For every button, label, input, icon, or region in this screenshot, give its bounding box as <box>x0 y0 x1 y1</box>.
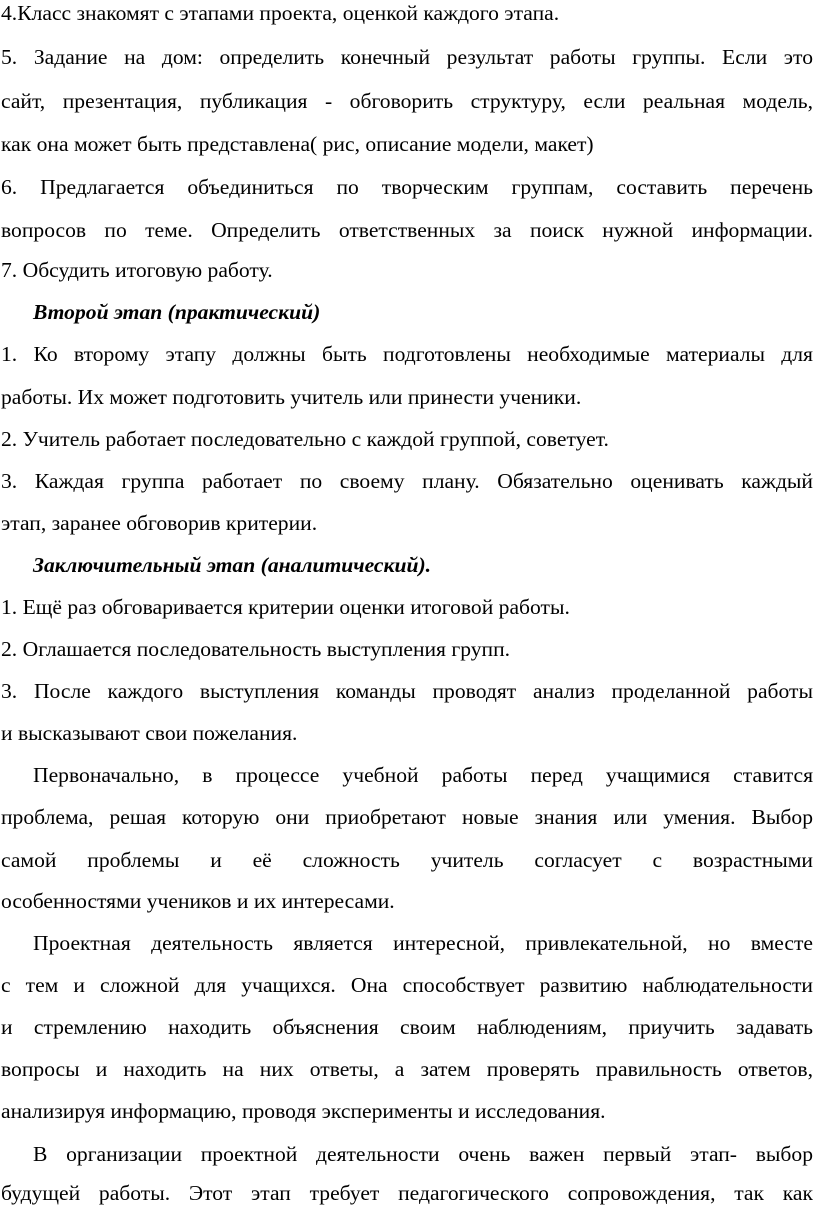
section-heading-analytical: Заключительный этап (аналитический). <box>33 553 432 577</box>
text-line-6: вопросов по теме. Определить ответственных за поиск нужной информации. <box>1 218 813 242</box>
text-line-18: и высказывают свои пожелания. <box>1 721 298 745</box>
text-line-22: особенностями учеников и их интересами. <box>1 889 395 913</box>
text-line-1: 4.Класс знакомят с этапами проекта, оценкой каждого этапа. <box>1 1 560 25</box>
text-line-7: 7. Обсудить итоговую работу. <box>1 258 273 282</box>
text-line-29: будущей работы. Этот этап требует педагогического сопровождения, так как <box>1 1181 813 1205</box>
text-line-10: работы. Их может подготовить учитель или принести ученики. <box>1 385 582 409</box>
text-line-17: 3. После каждого выступления команды проводят анализ проделанной работы <box>1 679 813 703</box>
text-line-9: 1. Ко второму этапу должны быть подготовлены необходимые материалы для <box>1 342 813 366</box>
text-line-28: В организации проектной деятельности очень важен первый этап- выбор <box>33 1142 813 1166</box>
text-line-26: вопросы и находить на них ответы, а затем проверять правильность ответов, <box>1 1057 813 1081</box>
text-line-16: 2. Оглашается последовательность выступления групп. <box>1 637 511 661</box>
text-line-4: как она может быть представлена( рис, описание модели, макет) <box>1 132 594 156</box>
text-line-13: этап, заранее обговорив критерии. <box>1 511 318 535</box>
text-line-11: 2. Учитель работает последовательно с каждой группой, советует. <box>1 427 609 451</box>
text-line-21: самой проблемы и её сложность учитель согласует с возрастными <box>1 848 813 872</box>
text-line-3: сайт, презентация, публикация - обговорить структуру, если реальная модель, <box>1 89 813 113</box>
text-line-5: 6. Предлагается объединиться по творческим группам, составить перечень <box>1 175 813 199</box>
text-line-12: 3. Каждая группа работает по своему плану. Обязательно оценивать каждый <box>1 469 813 493</box>
section-heading-practical: Второй этап (практический) <box>33 300 321 324</box>
text-line-27: анализируя информацию, проводя эксперименты и исследования. <box>1 1099 606 1123</box>
text-line-20: проблема, решая которую они приобретают новые знания или умения. Выбор <box>1 805 813 829</box>
text-line-23: Проектная деятельность является интересной, привлекательной, но вместе <box>33 931 813 955</box>
text-line-24: с тем и сложной для учащихся. Она способствует развитию наблюдательности <box>1 973 813 997</box>
text-line-2: 5. Задание на дом: определить конечный результат работы группы. Если это <box>1 45 813 69</box>
text-line-25: и стремлению находить объяснения своим наблюдениям, приучить задавать <box>1 1015 813 1039</box>
text-line-15: 1. Ещё раз обговаривается критерии оценки итоговой работы. <box>1 595 570 619</box>
text-line-19: Первоначально, в процессе учебной работы перед учащимися ставится <box>33 763 813 787</box>
